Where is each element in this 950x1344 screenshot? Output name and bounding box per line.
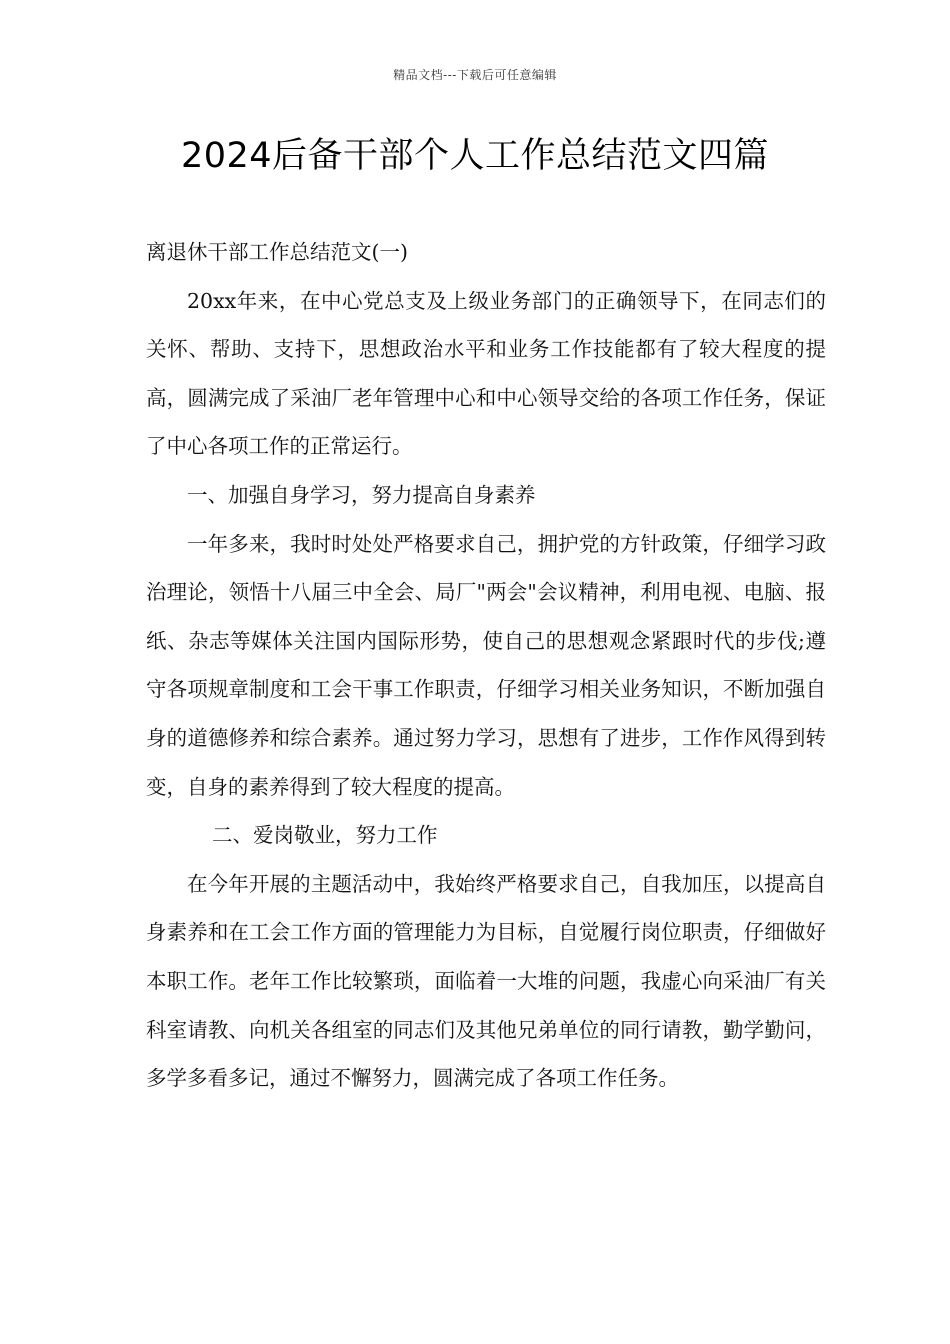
document-body bbox=[146, 228, 826, 1103]
header-note: 精品文档---下载后可任意编辑 bbox=[393, 68, 557, 82]
paragraph-intro: 20xx年来，在中心党总支及上级业务部门的正确领导下，在同志们的关怀、帮助、支持下，思想政治水平和业务工作技能都有了较大程度的提高，圆满完成了采油厂老年管理中心和中心领导交给的各项工作任务，保证了中心各项工作的正常运行。 bbox=[146, 288, 826, 459]
heading-section-2: 二、爱岗敬业，努力工作 bbox=[212, 823, 438, 848]
heading-section-1: 一、加强自身学习，努力提高自身素养 bbox=[187, 482, 536, 507]
paragraph-section-2: 在今年开展的主题活动中，我始终严格要求自己，自我加压，以提高自身素养和在工会工作方面的管理能力为目标，自觉履行岗位职责，仔细做好本职工作。老年工作比较繁琐，面临着一大堆的问题，我虚心向采油厂有关科室请教、向机关各组室的同志们及其他兄弟单位的同行请教，勤学勤问，多学多看多记，通过不懈努力，圆满完成了各项工作任务。 bbox=[146, 871, 826, 1091]
document-title: 2024后备干部个人工作总结范文四篇 bbox=[180, 136, 770, 176]
section-label: 离退休干部工作总结范文(一) bbox=[146, 240, 408, 264]
paragraph-section-1: 一年多来，我时时处处严格要求自己，拥护党的方针政策，仔细学习政治理论，领悟十八届三中全会、局厂"两会"会议精神，利用电视、电脑、报纸、杂志等媒体关注国内国际形势，使自己的思想观念紧跟时代的步伐;遵守各项规章制度和工会干事工作职责，仔细学习相关业务知识，不断加强自身的道德修养和综合素养。通过努力学习，思想有了进步，工作作风得到转变，自身的素养得到了较大程度的提高。 bbox=[146, 531, 826, 799]
